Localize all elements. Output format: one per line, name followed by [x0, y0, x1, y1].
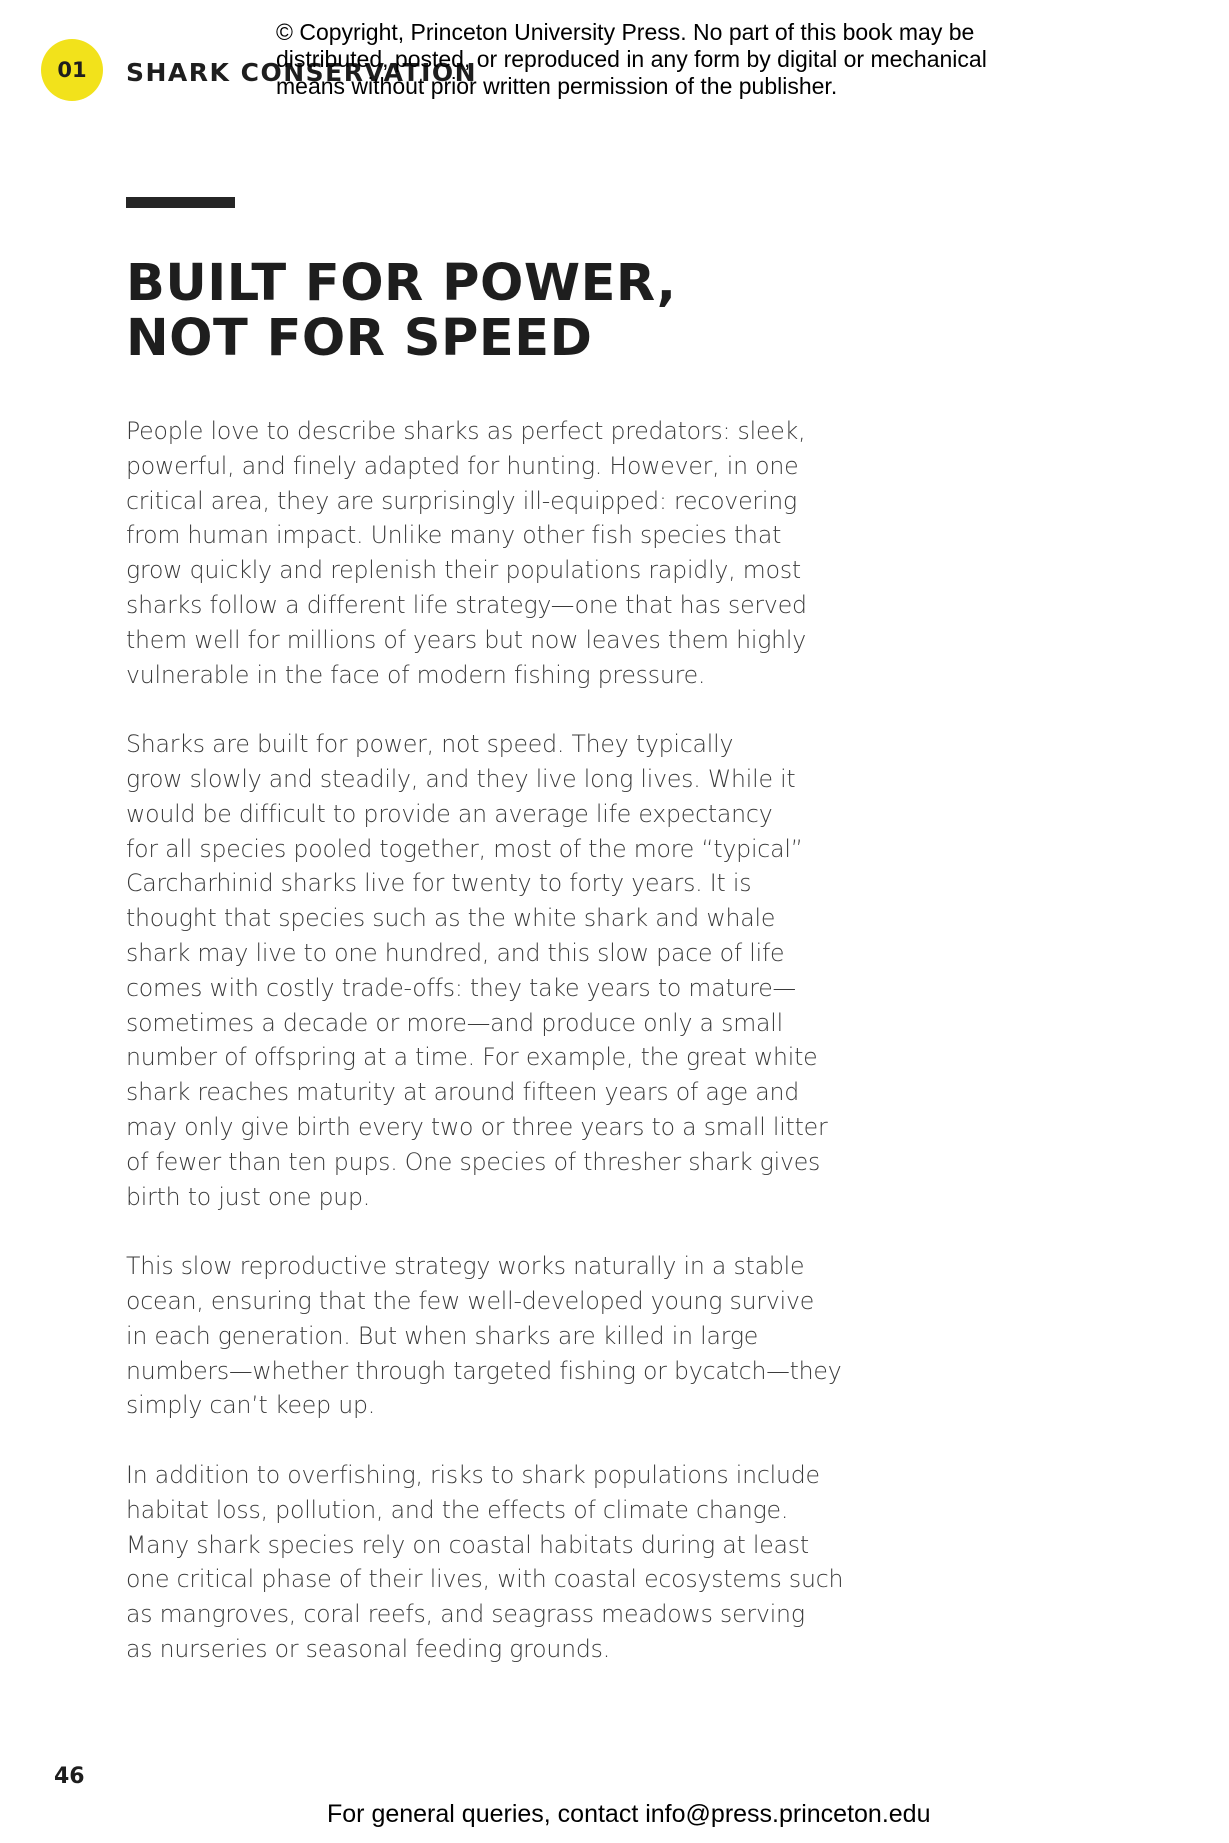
text-line: would be difficult to provide an average life expectancy	[126, 799, 773, 828]
paragraph	[126, 1458, 844, 1667]
headline-line-1: BUILT FOR POWER,	[126, 254, 677, 313]
paragraph	[126, 1249, 842, 1423]
text-line: shark reaches maturity at around fifteen years of age and	[126, 1078, 800, 1107]
text-line: in each generation. But when sharks are killed in large	[126, 1321, 759, 1350]
text-line: In addition to overfishing, risks to shark populations include	[126, 1460, 820, 1489]
text-line: numbers—whether through targeted fishing or bycatch—they	[126, 1356, 842, 1385]
text-line: birth to just one pup.	[126, 1182, 371, 1211]
text-line: sometimes a decade or more—and produce only a small	[126, 1008, 783, 1037]
text-line: comes with costly trade-offs: they take years to mature—	[126, 973, 796, 1002]
text-line: from human impact. Unlike many other fish species that	[126, 521, 782, 550]
text-line: Sharks are built for power, not speed. They typically	[126, 730, 734, 759]
text-line: thought that species such as the white shark and whale	[126, 904, 776, 933]
copyright-notice: © Copyright, Princeton University Press. No part of this book may be distributed, posted, or reproduced in any form by digital or mechanical means without prior written permission of the publisher.	[276, 19, 987, 99]
text-line: sharks follow a different life strategy—one that has served	[126, 590, 807, 619]
text-line: number of offspring at a time. For example, the great white	[126, 1043, 818, 1072]
body-text	[126, 414, 844, 1701]
text-line: simply can’t keep up.	[126, 1391, 376, 1420]
chapter-title: SHARK CONSERVATION	[126, 58, 478, 87]
text-line: one critical phase of their lives, with coastal ecosystems such	[126, 1565, 844, 1594]
text-line: them well for millions of years but now leaves them highly	[126, 625, 807, 654]
footer-contact: For general queries, contact info@press.princeton.edu	[327, 1800, 931, 1828]
text-line: powerful, and finely adapted for hunting. However, in one	[126, 451, 799, 480]
text-line: as mangroves, coral reefs, and seagrass meadows serving	[126, 1600, 805, 1629]
text-line: for all species pooled together, most of the more “typical”	[126, 834, 803, 863]
chapter-number: 01	[57, 58, 87, 82]
text-line: Many shark species rely on coastal habitats during at least	[126, 1530, 809, 1559]
heading-rule	[126, 197, 235, 208]
chapter-number-badge	[41, 39, 103, 101]
text-line: as nurseries or seasonal feeding grounds.	[126, 1634, 611, 1663]
text-line: grow slowly and steadily, and they live long lives. While it	[126, 764, 796, 793]
text-line: may only give birth every two or three years to a small litter	[126, 1112, 828, 1141]
text-line: This slow reproductive strategy works naturally in a stable	[126, 1252, 805, 1281]
page-headline	[126, 256, 677, 366]
page-number: 46	[54, 1764, 85, 1789]
text-line: vulnerable in the face of modern fishing pressure.	[126, 660, 706, 689]
text-line: of fewer than ten pups. One species of thresher shark gives	[126, 1147, 821, 1176]
text-line: ocean, ensuring that the few well-developed young survive	[126, 1286, 815, 1315]
text-line: critical area, they are surprisingly ill-equipped: recovering	[126, 486, 797, 515]
text-line: Carcharhinid sharks live for twenty to forty years. It is	[126, 869, 752, 898]
text-line: shark may live to one hundred, and this slow pace of life	[126, 938, 785, 967]
paragraph	[126, 414, 836, 692]
text-line: People love to describe sharks as perfect predators: sleek,	[126, 417, 806, 445]
text-line: habitat loss, pollution, and the effects of climate change.	[126, 1495, 789, 1524]
text-line: grow quickly and replenish their populations rapidly, most	[126, 556, 801, 585]
headline-line-2: NOT FOR SPEED	[126, 309, 593, 368]
paragraph	[126, 727, 836, 1214]
